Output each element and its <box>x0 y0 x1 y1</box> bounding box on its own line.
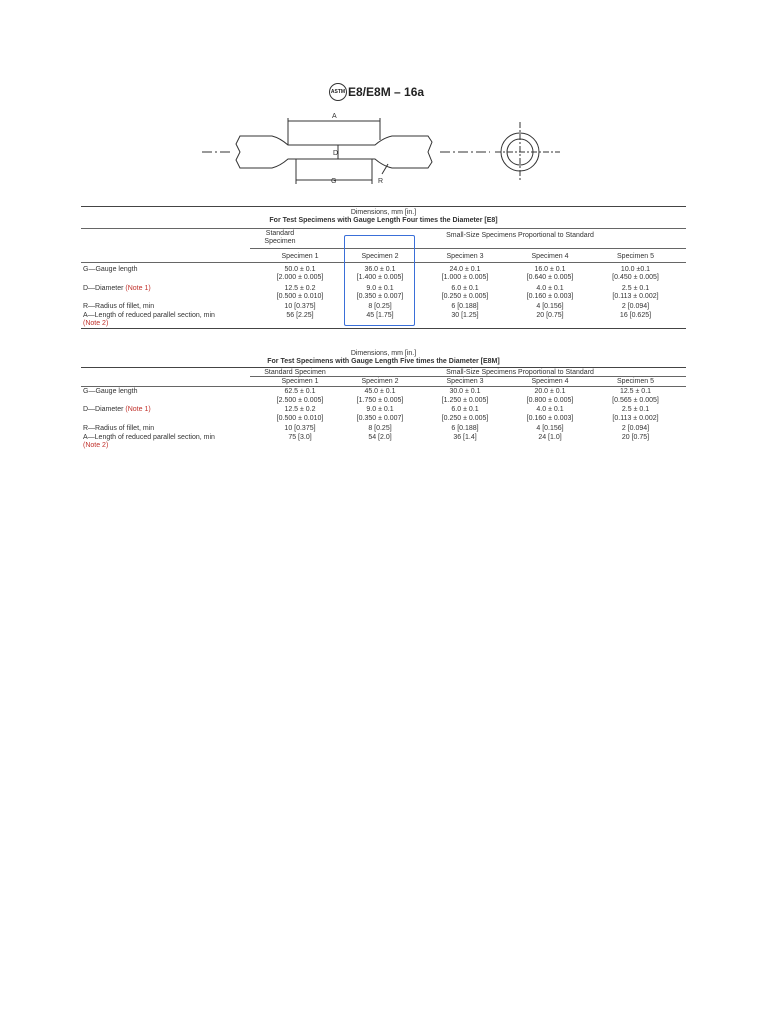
table1-cell: 45 [1.75] <box>366 312 394 319</box>
label-D: D <box>333 150 339 157</box>
note-1-link[interactable]: (Note 1) <box>125 285 151 292</box>
table1-col-header: Specimen 1 <box>281 253 319 260</box>
table1-cell: [0.113 ± 0.002] <box>612 293 659 300</box>
table1-cell: 36.0 ± 0.1 <box>364 266 396 273</box>
table2-col-header: Specimen 5 <box>617 378 654 385</box>
table1-cell: 16 [0.625] <box>619 312 652 319</box>
table1-group-header: Small-Size Specimens Proportional to Standard <box>446 232 594 239</box>
specimen-drawing <box>200 108 580 190</box>
table2-row-label: R—Radius of fillet, min <box>83 425 155 432</box>
note-1-link[interactable]: (Note 1) <box>125 406 151 413</box>
table1-col-header: Specimen 4 <box>531 253 569 260</box>
table2-cell: 12.5 ± 0.1 <box>619 388 652 395</box>
table2-cell: 8 [0.25] <box>368 425 392 432</box>
table2-row-label: A—Length of reduced parallel section, min <box>83 434 215 441</box>
label-G: G <box>331 178 337 185</box>
table2-col-header: Specimen 2 <box>361 378 399 385</box>
label-A: A <box>332 113 337 120</box>
table2-cell: 4.0 ± 0.1 <box>536 406 564 413</box>
table2-cell: [0.113 ± 0.002] <box>612 415 659 422</box>
table1-cell: 50.0 ± 0.1 <box>284 266 316 273</box>
table2-row-label: D—Diameter (Note 1) <box>83 406 151 413</box>
table1-cell: [0.160 ± 0.003] <box>526 293 574 300</box>
table2-cell: 54 [2.0] <box>368 434 392 441</box>
table1-cell: 20 [0.75] <box>536 312 564 319</box>
table2-cell: 45.0 ± 0.1 <box>364 388 396 395</box>
table1-cell: 24.0 ± 0.1 <box>449 266 481 273</box>
table1-cell: 6 [0.188] <box>451 303 479 310</box>
table1-cell: 56 [2.25] <box>286 312 314 319</box>
table2-cell: 10 [0.375] <box>284 425 316 432</box>
table2-cell: [2.500 ± 0.005] <box>276 397 324 404</box>
table2-caption-units: Dimensions, mm [in.] <box>350 350 417 357</box>
table1-cell: 10 [0.375] <box>284 303 316 310</box>
table2-row-label: G—Gauge length <box>83 388 138 395</box>
label-R: R <box>378 178 384 185</box>
table2-cell: 20 [0.75] <box>621 434 650 441</box>
table2-cell: 12.5 ± 0.2 <box>284 406 316 413</box>
table2-cell: [0.800 ± 0.005] <box>526 397 574 404</box>
table2-cell: 4 [0.156] <box>536 425 564 432</box>
table1-row-label: G—Gauge length <box>83 266 138 273</box>
table2-cell: [0.160 ± 0.003] <box>526 415 574 422</box>
table1-caption-title: For Test Specimens with Gauge Length Four times the Diameter [E8] <box>269 217 498 224</box>
table1-row-label: D—Diameter (Note 1) <box>83 285 151 292</box>
table2-cell: 2.5 ± 0.1 <box>621 406 650 413</box>
table2-cell: 62.5 ± 0.1 <box>284 388 316 395</box>
table2-cell: 36 [1.4] <box>453 434 477 441</box>
note-2-link[interactable]: (Note 2) <box>83 320 109 327</box>
table2-col-header: Specimen 1 <box>281 378 319 385</box>
table2-cell: [0.250 ± 0.005] <box>441 415 489 422</box>
table2-cell: [0.350 ± 0.007] <box>356 415 404 422</box>
table2-cell: [1.250 ± 0.005] <box>441 397 489 404</box>
table1-col-header: Specimen 2 <box>361 253 399 260</box>
table2-cell: 20.0 ± 0.1 <box>534 388 566 395</box>
table1-caption-units: Dimensions, mm [in.] <box>350 209 417 216</box>
table2-group-header: Small-Size Specimens Proportional to Standard <box>446 369 594 376</box>
table1-cell: 30 [1.25] <box>451 312 479 319</box>
specimen-2-selection-box <box>344 235 415 326</box>
table2-cell: 30.0 ± 0.1 <box>449 388 481 395</box>
table1-col-header: Specimen 5 <box>617 253 654 260</box>
table1-cell: [0.350 ± 0.007] <box>356 293 404 300</box>
document-title: E8/E8M – 16a <box>348 85 425 99</box>
table1-row-label: R—Radius of fillet, min <box>83 303 155 310</box>
table1-col-header: Specimen 3 <box>446 253 484 260</box>
table2-cell: 75 [3.0] <box>288 434 312 441</box>
table1-cell: [0.250 ± 0.005] <box>441 293 489 300</box>
table2-cell: 24 [1.0] <box>538 434 562 441</box>
table1-cell: [1.400 ± 0.005] <box>356 274 404 281</box>
table2-cell: [0.500 ± 0.010] <box>276 415 324 422</box>
table1-cell: 4 [0.156] <box>536 303 564 310</box>
table1-cell: 8 [0.25] <box>368 303 392 310</box>
table2-standard-header: Standard Specimen <box>264 369 326 376</box>
table2-cell: [1.750 ± 0.005] <box>356 397 404 404</box>
table1-cell: 4.0 ± 0.1 <box>536 285 564 292</box>
table1-cell: 9.0 ± 0.1 <box>366 285 394 292</box>
astm-logo: ASTM <box>329 83 347 101</box>
table1-cell: 6.0 ± 0.1 <box>451 285 479 292</box>
table1-standard-header: Standard Specimen <box>264 230 296 245</box>
table2-cell: [0.565 ± 0.005] <box>612 397 659 404</box>
table2-caption-title: For Test Specimens with Gauge Length Five times the Diameter [E8M] <box>267 358 500 365</box>
table2-col-header: Specimen 3 <box>446 378 484 385</box>
table1-cell: 10.0 ±0.1 <box>620 266 651 273</box>
table2-cell: 2 [0.094] <box>621 425 650 432</box>
table1-cell: 12.5 ± 0.2 <box>284 285 316 292</box>
table1-cell: [2.000 ± 0.005] <box>276 274 324 281</box>
table1-cell: [0.640 ± 0.005] <box>526 274 574 281</box>
table1-row-label: A—Length of reduced parallel section, min <box>83 312 215 319</box>
table1-cell: [0.500 ± 0.010] <box>276 293 324 300</box>
table2-cell: 6 [0.188] <box>451 425 479 432</box>
table1-cell: 2.5 ± 0.1 <box>621 285 650 292</box>
table1-cell: [1.000 ± 0.005] <box>441 274 489 281</box>
note-2-link[interactable]: (Note 2) <box>83 442 109 449</box>
table2-col-header: Specimen 4 <box>531 378 569 385</box>
table1-cell: [0.450 ± 0.005] <box>612 274 659 281</box>
table2-cell: 6.0 ± 0.1 <box>451 406 479 413</box>
table2-cell: 9.0 ± 0.1 <box>366 406 394 413</box>
table1-cell: 2 [0.094] <box>621 303 650 310</box>
table1-cell: 16.0 ± 0.1 <box>534 266 566 273</box>
